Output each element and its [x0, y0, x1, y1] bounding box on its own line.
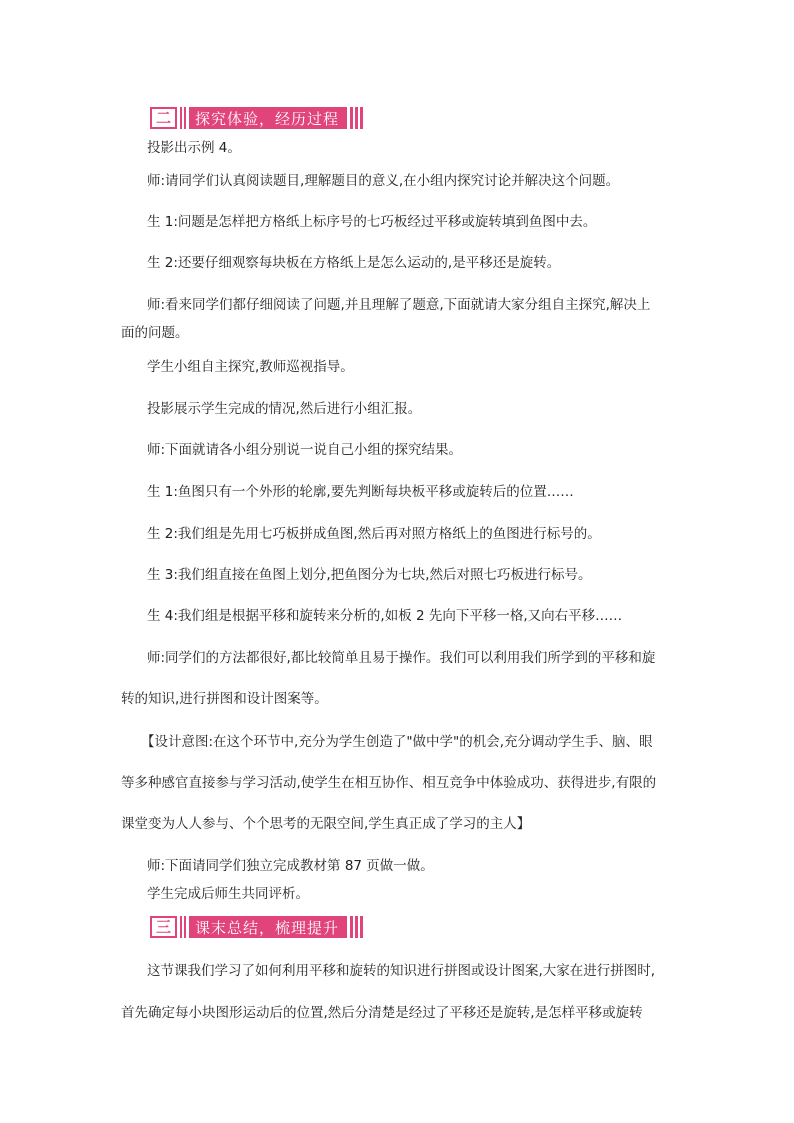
section-title: 课末总结，梳理提升: [189, 916, 347, 938]
paragraph-line: 生 2:我们组是先用七巧板拼成鱼图,然后再对照方格纸上的鱼图进行标号的。: [147, 526, 601, 542]
section-number: 二: [150, 107, 177, 129]
section-number: 三: [150, 916, 177, 938]
paragraph-line: 学生小组自主探究,教师巡视指导。: [147, 359, 354, 375]
paragraph-line: 生 1:问题是怎样把方格纸上标序号的七巧板经过平移或旋转填到鱼图中去。: [147, 214, 597, 230]
divider-bars-icon: [180, 916, 186, 938]
paragraph-line: 投影展示学生完成的情况,然后进行小组汇报。: [147, 401, 422, 417]
paragraph-line: 师:请同学们认真阅读题目,理解题目的意义,在小组内探究讨论并解决这个问题。: [147, 173, 620, 189]
paragraph-line: 师:下面请同学们独立完成教材第 87 页做一做。: [147, 858, 434, 874]
paragraph-line: 师:看来同学们都仔细阅读了问题,并且理解了题意,下面就请大家分组自主探究,解决上: [147, 297, 651, 313]
paragraph-line: 生 2:还要仔细观察每块板在方格纸上是怎么运动的,是平移还是旋转。: [147, 255, 561, 271]
design-intent-line: 等多种感官直接参与学习活动,使学生在相互协作、相互竞争中体验成功、获得进步,有限的: [121, 775, 657, 791]
design-intent-line: 【设计意图:在这个环节中,充分为学生创造了"做中学"的机会,充分调动学生手、脑、眼: [141, 734, 653, 750]
section-header-3: [150, 916, 363, 938]
paragraph-line: 学生完成后师生共同评析。: [147, 886, 309, 902]
paragraph-line: 师:同学们的方法都很好,都比较简单且易于操作。我们可以利用我们所学到的平移和旋: [147, 650, 656, 666]
paragraph-line: 这节课我们学习了如何利用平移和旋转的知识进行拼图或设计图案,大家在进行拼图时,: [147, 963, 656, 979]
divider-bars-icon: [180, 107, 186, 129]
paragraph-line: 生 1:鱼图只有一个外形的轮廓,要先判断每块板平移或旋转后的位置……: [147, 484, 574, 500]
paragraph-line: 生 3:我们组直接在鱼图上划分,把鱼图分为七块,然后对照七巧板进行标号。: [147, 567, 592, 583]
paragraph-line: 转的知识,进行拼图和设计图案等。: [121, 691, 328, 707]
paragraph-line: 投影出示例 4。: [147, 140, 241, 156]
section-header-2: [150, 107, 363, 129]
section-title: 探究体验，经历过程: [189, 107, 347, 129]
decor-bars-icon: [350, 916, 363, 938]
paragraph-line: 面的问题。: [121, 325, 189, 341]
paragraph-line: 生 4:我们组是根据平移和旋转来分析的,如板 2 先向下平移一格,又向右平移……: [147, 608, 623, 624]
design-intent-line: 课堂变为人人参与、个个思考的无限空间,学生真正成了学习的主人】: [121, 816, 531, 832]
paragraph-line: 首先确定每小块图形运动后的位置,然后分清楚是经过了平移还是旋转,是怎样平移或旋转: [121, 1005, 643, 1021]
paragraph-line: 师:下面就请各小组分别说一说自己小组的探究结果。: [147, 442, 463, 458]
decor-bars-icon: [350, 107, 363, 129]
